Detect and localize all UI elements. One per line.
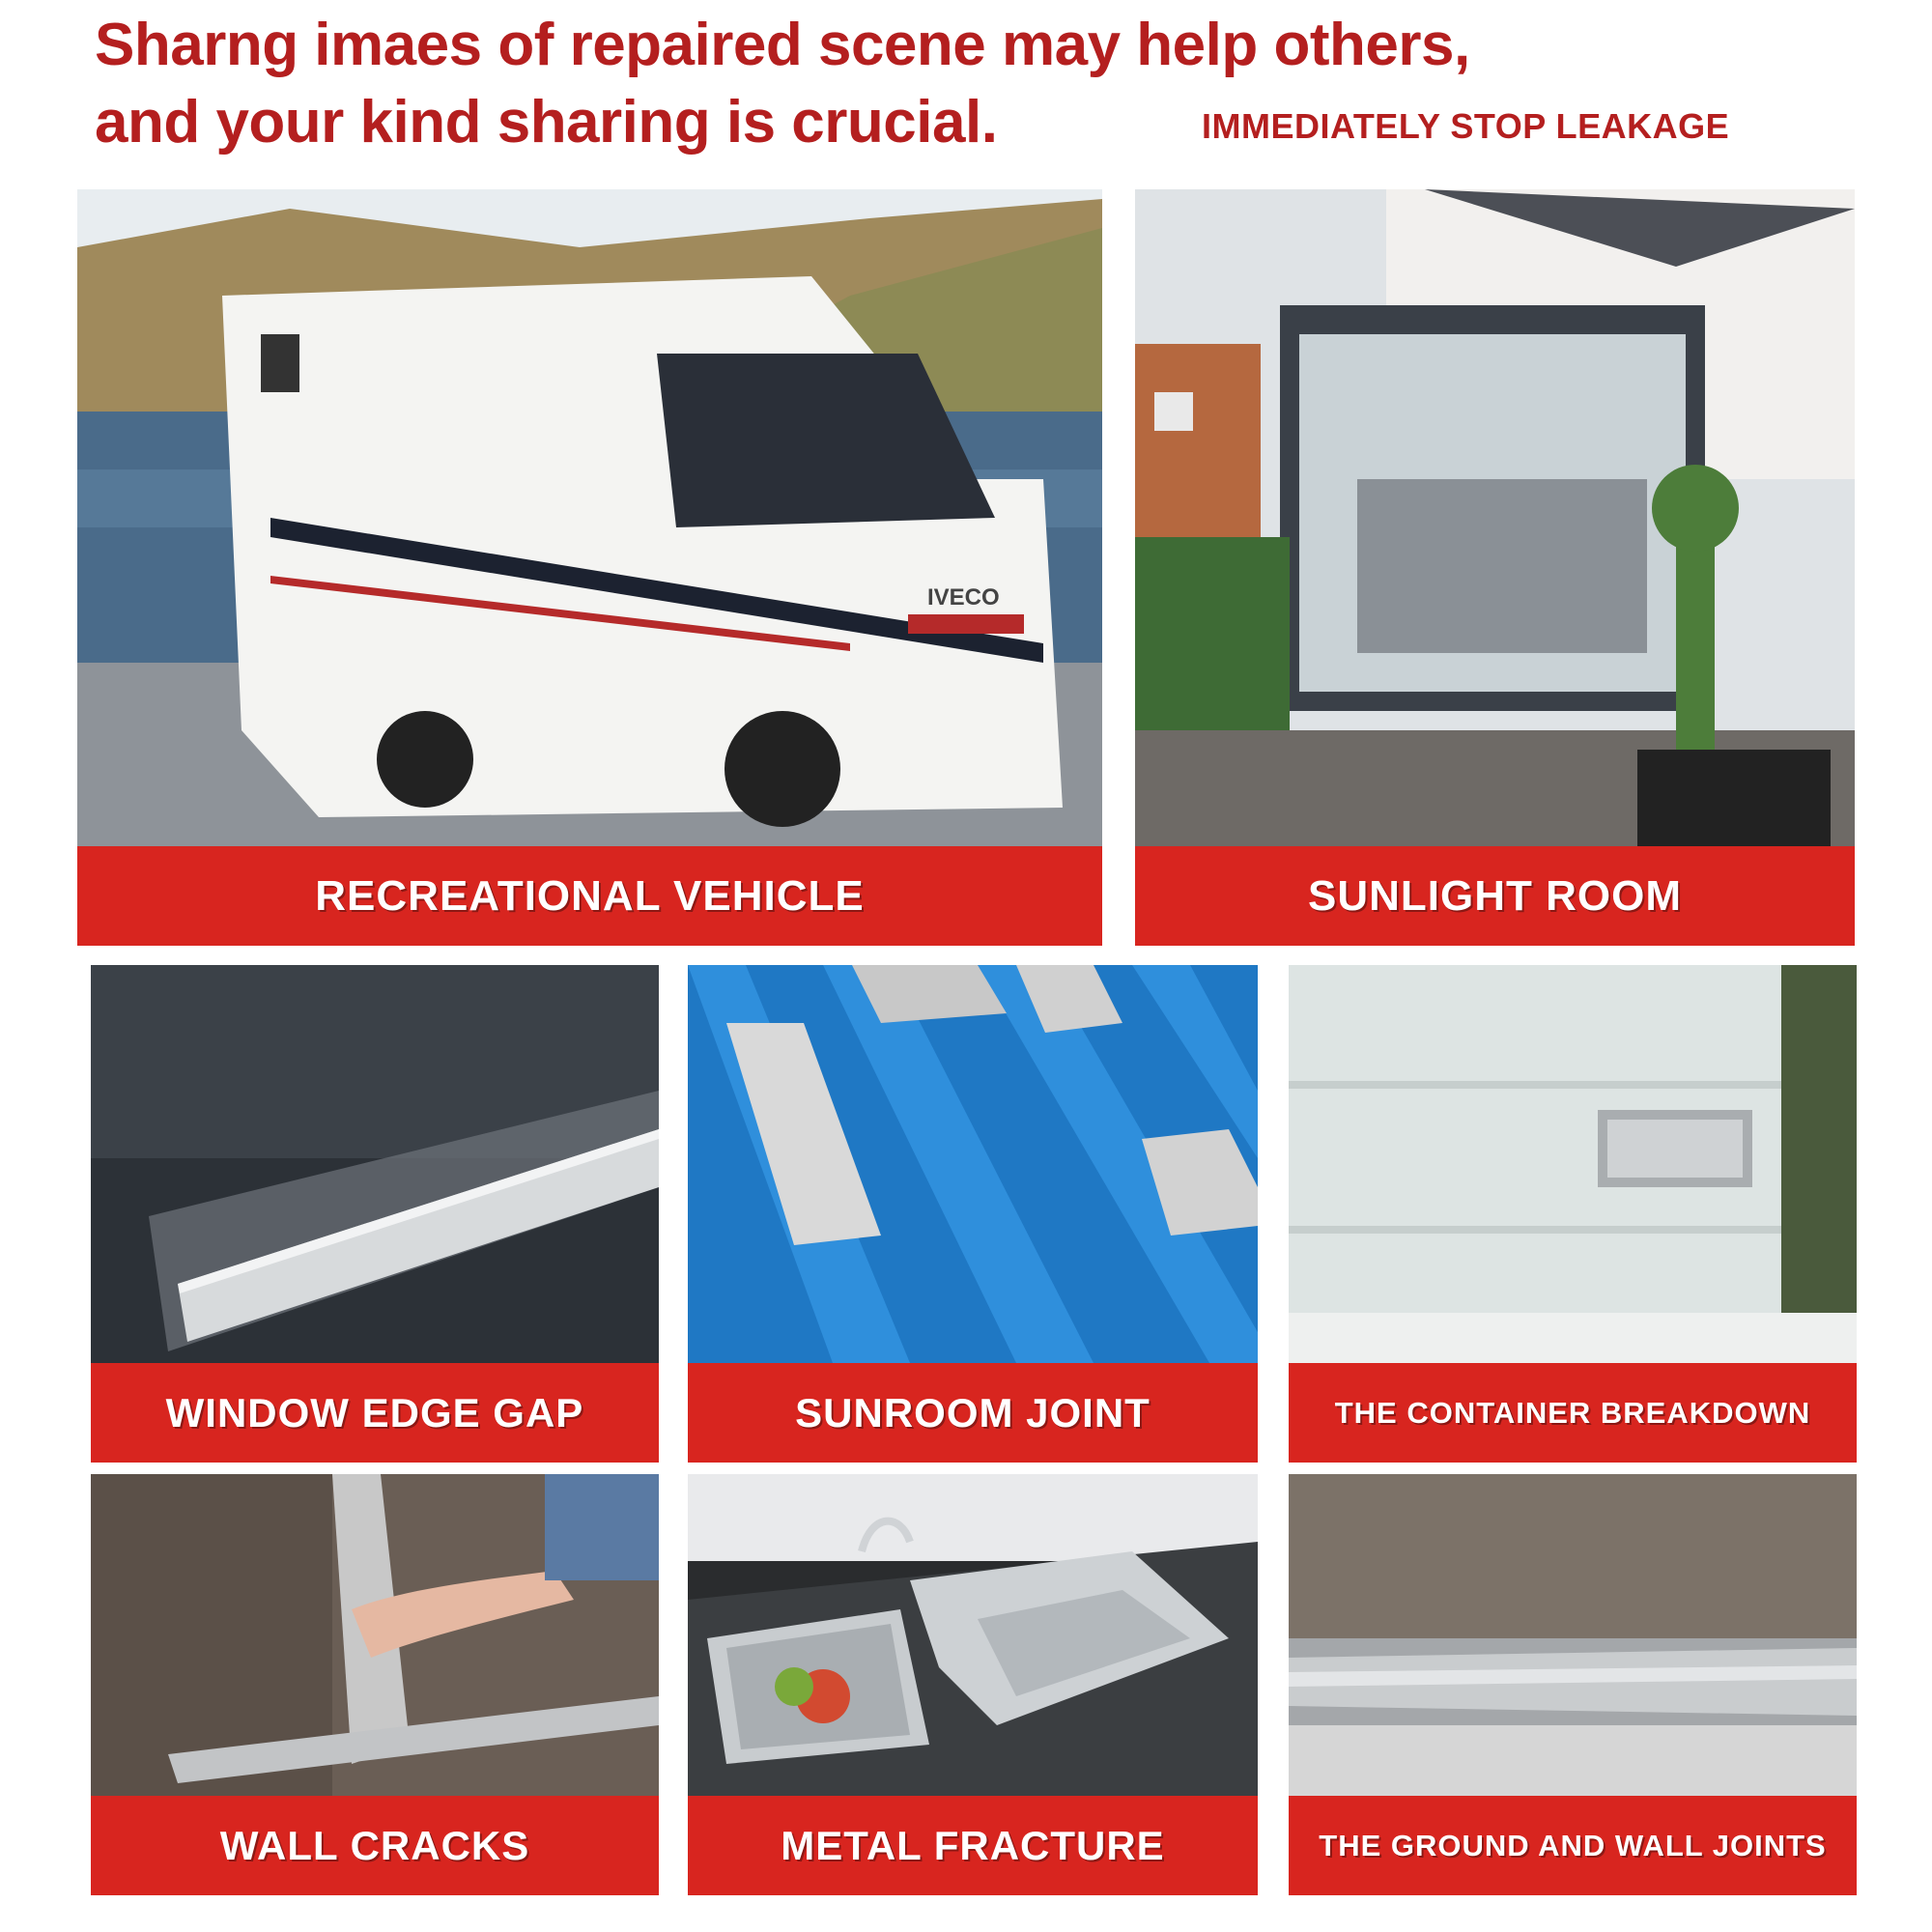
label-window-edge-gap: WINDOW EDGE GAP <box>91 1363 659 1463</box>
scene-tile-sunlight-room <box>1135 189 1855 946</box>
scene-tile-ground-wall-joints <box>1289 1474 1857 1895</box>
wall-cracks-photo <box>91 1474 659 1796</box>
label-ground-wall-joints: THE GROUND AND WALL JOINTS <box>1289 1796 1857 1895</box>
label-metal-fracture: METAL FRACTURE <box>688 1796 1258 1895</box>
scene-tile-wall-cracks <box>91 1474 659 1895</box>
container-photo <box>1289 965 1857 1363</box>
ground-wall-photo <box>1289 1474 1857 1796</box>
label-recreational-vehicle: RECREATIONAL VEHICLE <box>77 846 1102 946</box>
scene-tile-recreational-vehicle <box>77 189 1102 946</box>
scene-tile-sunroom-joint <box>688 965 1258 1463</box>
label-sunlight-room: SUNLIGHT ROOM <box>1135 846 1855 946</box>
headline-line-2: and your kind sharing is crucial. <box>95 89 998 156</box>
scene-tile-window-edge-gap <box>91 965 659 1463</box>
label-container-breakdown: THE CONTAINER BREAKDOWN <box>1289 1363 1857 1463</box>
iveco-badge: IVECO <box>927 584 1000 611</box>
sunroom-joint-photo <box>688 965 1258 1363</box>
label-wall-cracks: WALL CRACKS <box>91 1796 659 1895</box>
label-sunroom-joint: SUNROOM JOINT <box>688 1363 1258 1463</box>
scene-tile-container-breakdown <box>1289 965 1857 1463</box>
window-edge-photo <box>91 965 659 1363</box>
tagline: IMMEDIATELY STOP LEAKAGE <box>1202 106 1730 146</box>
metal-fracture-photo <box>688 1474 1258 1796</box>
sunlight-room-photo <box>1135 189 1855 846</box>
rv-photo <box>77 189 1102 846</box>
scene-tile-metal-fracture <box>688 1474 1258 1895</box>
headline-line-1: Sharng imaes of repaired scene may help others, <box>95 12 1470 78</box>
